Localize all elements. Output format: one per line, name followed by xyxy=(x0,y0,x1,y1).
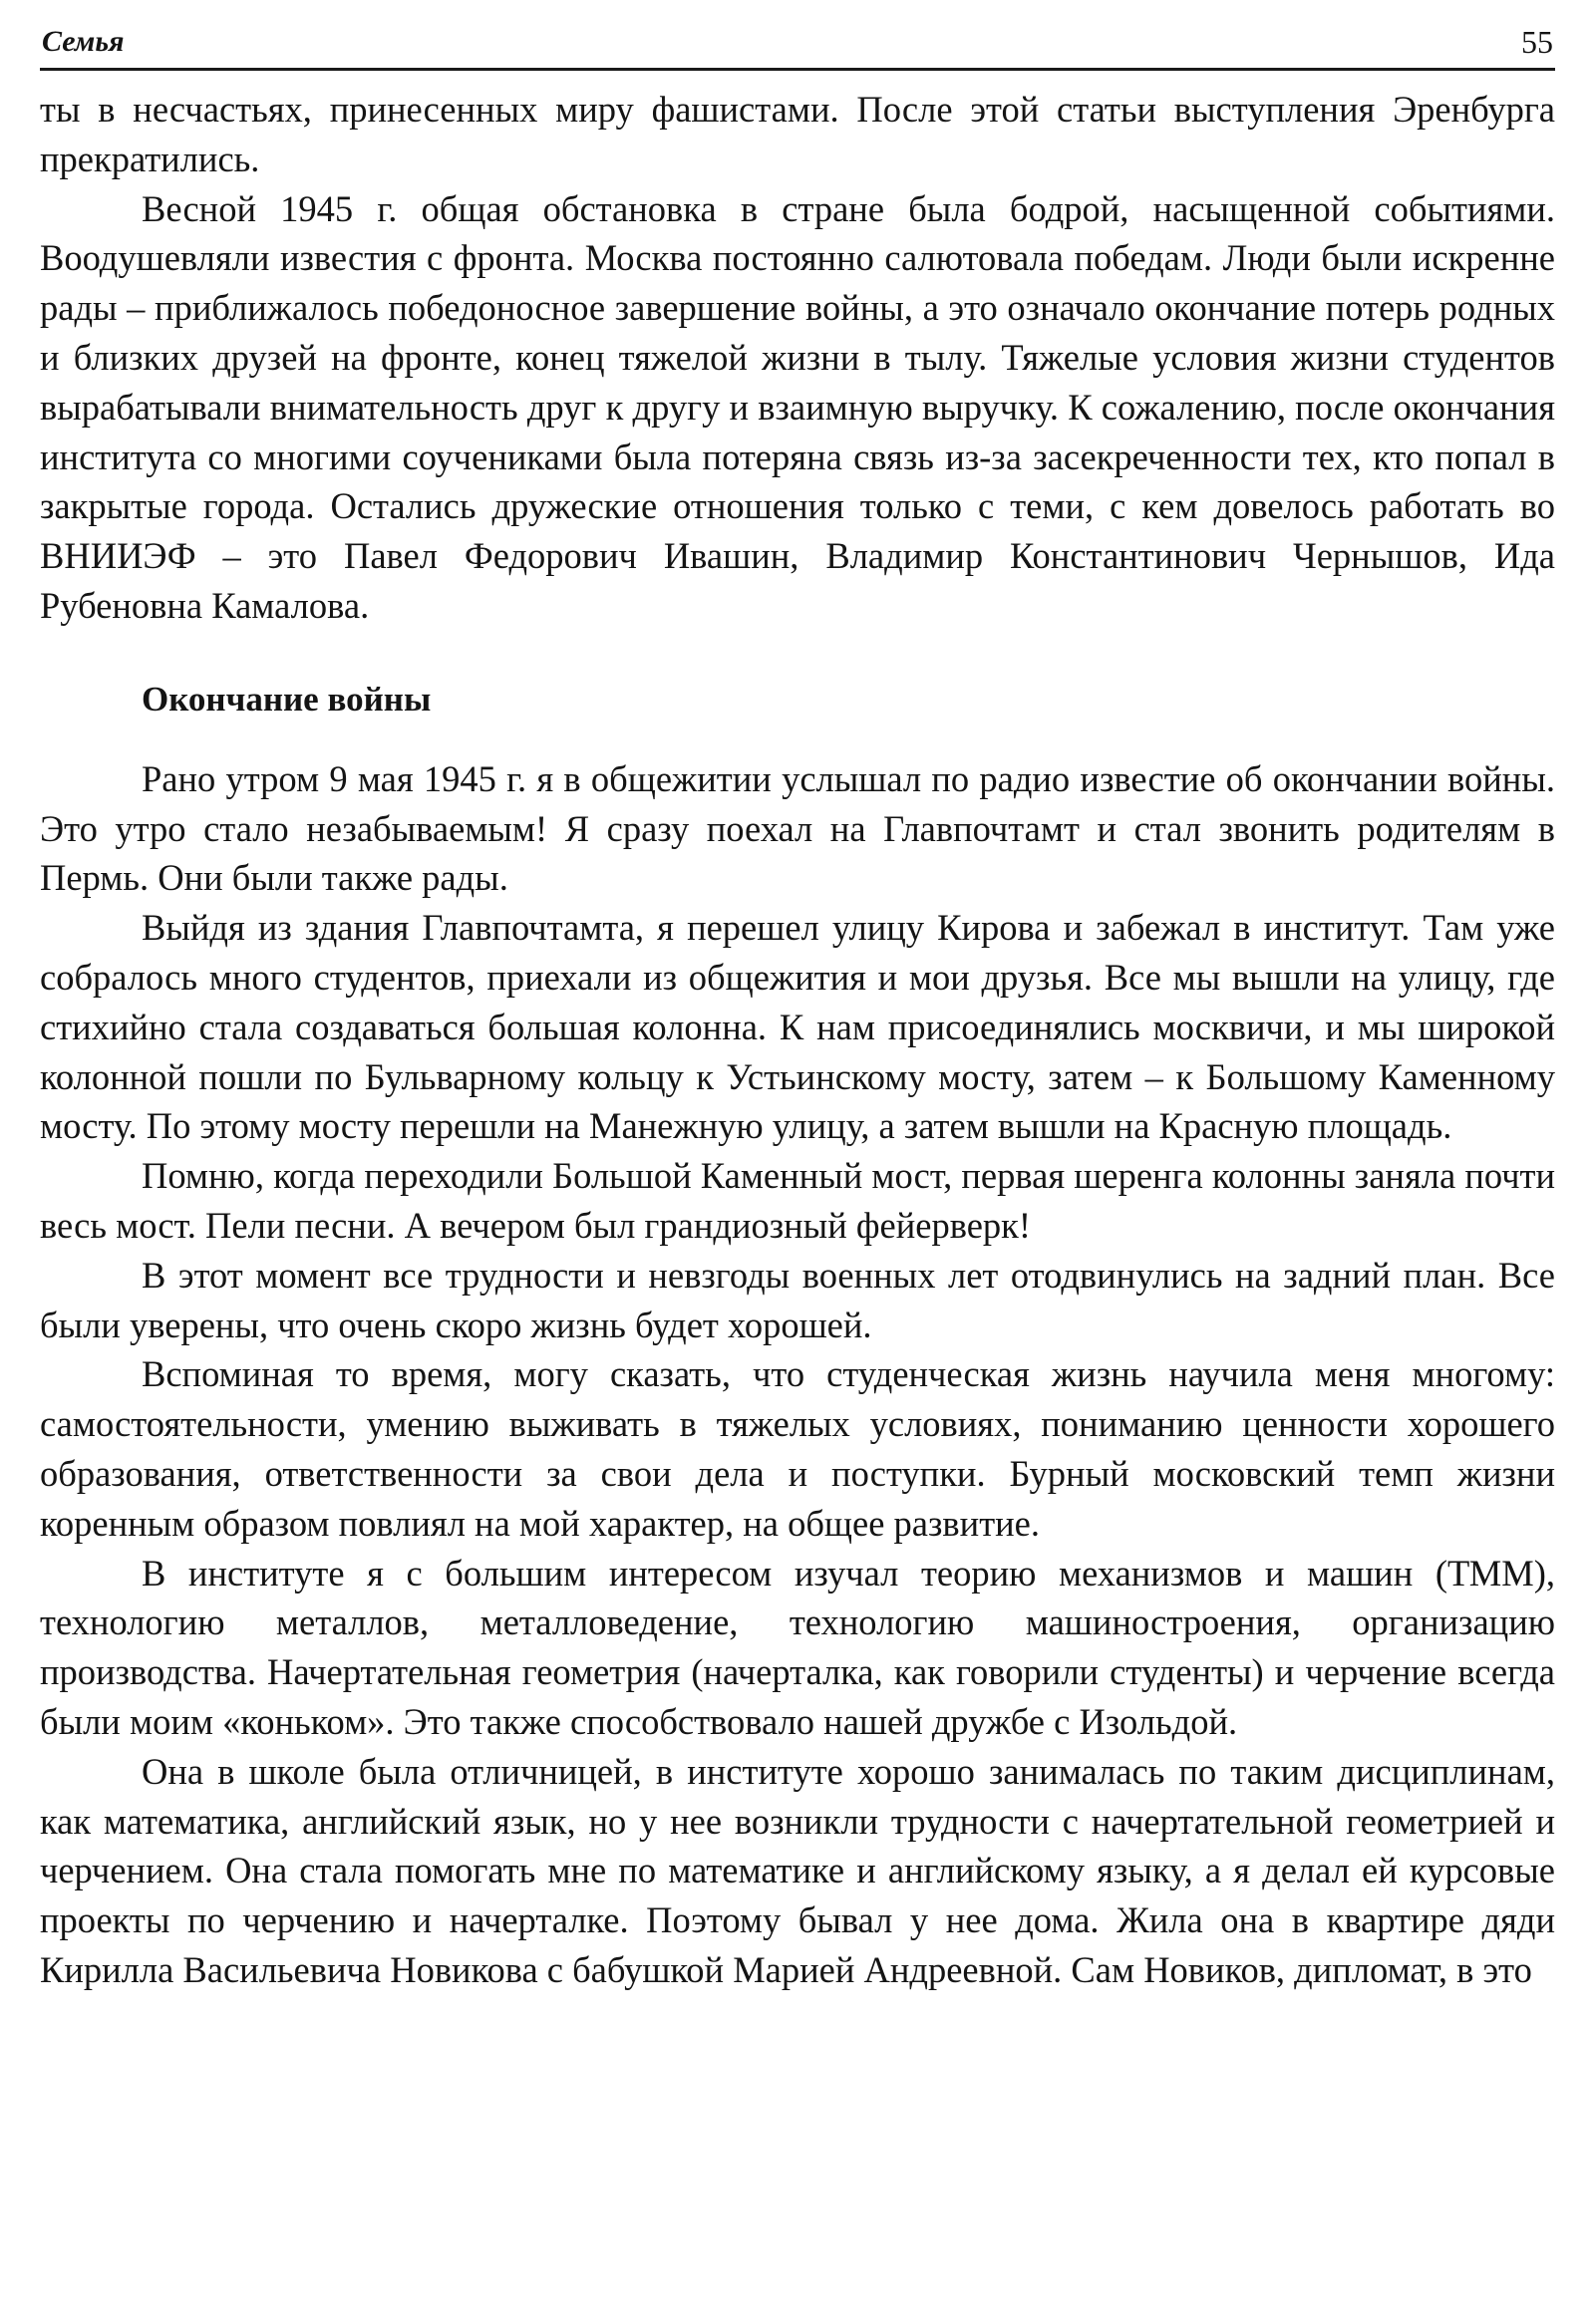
page-number: 55 xyxy=(1521,24,1553,60)
page-header xyxy=(40,22,1555,71)
paragraph: Помню, когда переходили Большой Каменный мост, первая шеренга колонны заняла почти весь мост. Пели песни. А вечером был грандиозный фейерверк! xyxy=(40,1155,1555,1246)
paragraph: В этот момент все трудности и невзгоды военных лет отодвинулись на задний план. Все были уверены, что очень скоро жизнь будет хорошей. xyxy=(40,1254,1555,1345)
paragraph: Вспоминая то время, могу сказать, что студенческая жизнь научила меня многому: самостоятельности, умению выживать в тяжелых условиях, пониманию ценности хорошего образования, ответственности за свои дела и поступки. Бурный московский темп жизни коренным образом повлиял на мой характер, на общее развитие. xyxy=(40,1353,1555,1544)
paragraph: Весной 1945 г. общая обстановка в стране была бодрой, насыщенной событиями. Воодушевляли известия с фронта. Москва постоянно салютовала победам. Люди были искренне рады – приближалось победоносное завершение войны, а это означало окончание потерь родных и близких друзей на фронте, конец тяжелой жизни в тылу. Тяжелые условия жизни студентов вырабатывали внимательность друг к другу и взаимную выручку. К сожалению, после окончания института со многими соучениками была потеряна связь из-за засекреченности тех, кто попал в закрытые города. Остались дружеские отношения только с теми, с кем довелось работать во ВНИИЭФ – это Павел Федорович Ивашин, Владимир Константинович Чернышов, Ида Рубеновна Камалова. xyxy=(40,187,1555,626)
book-page xyxy=(40,22,1555,1995)
paragraph: Рано утром 9 мая 1945 г. я в общежитии услышал по радио известие об окончании войны. Это утро стало незабываемым! Я сразу поехал на Главпочтамт и стал звонить родителям в Пермь. Они были также рады. xyxy=(40,757,1555,899)
paragraph: В институте я с большим интересом изучал теорию механизмов и машин (ТММ), технологию металлов, металловедение, технологию машиностроения, организацию производства. Начертательная геометрия (начерталка, как говорили студенты) и черчение всегда были моим «коньком». Это также способствовало нашей дружбе с Изольдой. xyxy=(40,1552,1555,1742)
page-body xyxy=(40,85,1555,1995)
paragraph: ты в несчастьях, принесенных миру фашистами. После этой статьи выступления Эренбурга прекратились. xyxy=(40,89,1555,179)
paragraph: Она в школе была отличницей, в институте хорошо занималась по таким дисциплинам, как математика, английский язык, но у нее возникли трудности с начертательной геометрией и черчением. Она стала помогать мне по математике и английскому языку, а я делал ей курсовые проекты по черчению и начерталке. Поэтому бывал у нее дома. Жила она в квартире дяди Кирилла Васильевича Новикова с бабушкой Марией Андреевной. Сам Новиков, дипломат, в это xyxy=(40,1750,1555,1990)
section-heading: Окончание войны xyxy=(142,679,432,719)
paragraph: Выйдя из здания Главпочтамта, я перешел улицу Кирова и забежал в институт. Там уже собралось много студентов, приехали из общежития и мои друзья. Все мы вышли на улицу, где стихийно стала создаваться большая колонна. К нам присоединялись москвичи, и мы широкой колонной пошли по Бульварному кольцу к Устьинскому мосту, затем – к Большому Каменному мосту. По этому мосту перешли на Манежную улицу, а затем вышли на Красную площадь. xyxy=(40,907,1555,1147)
running-title: Семья xyxy=(42,25,125,58)
